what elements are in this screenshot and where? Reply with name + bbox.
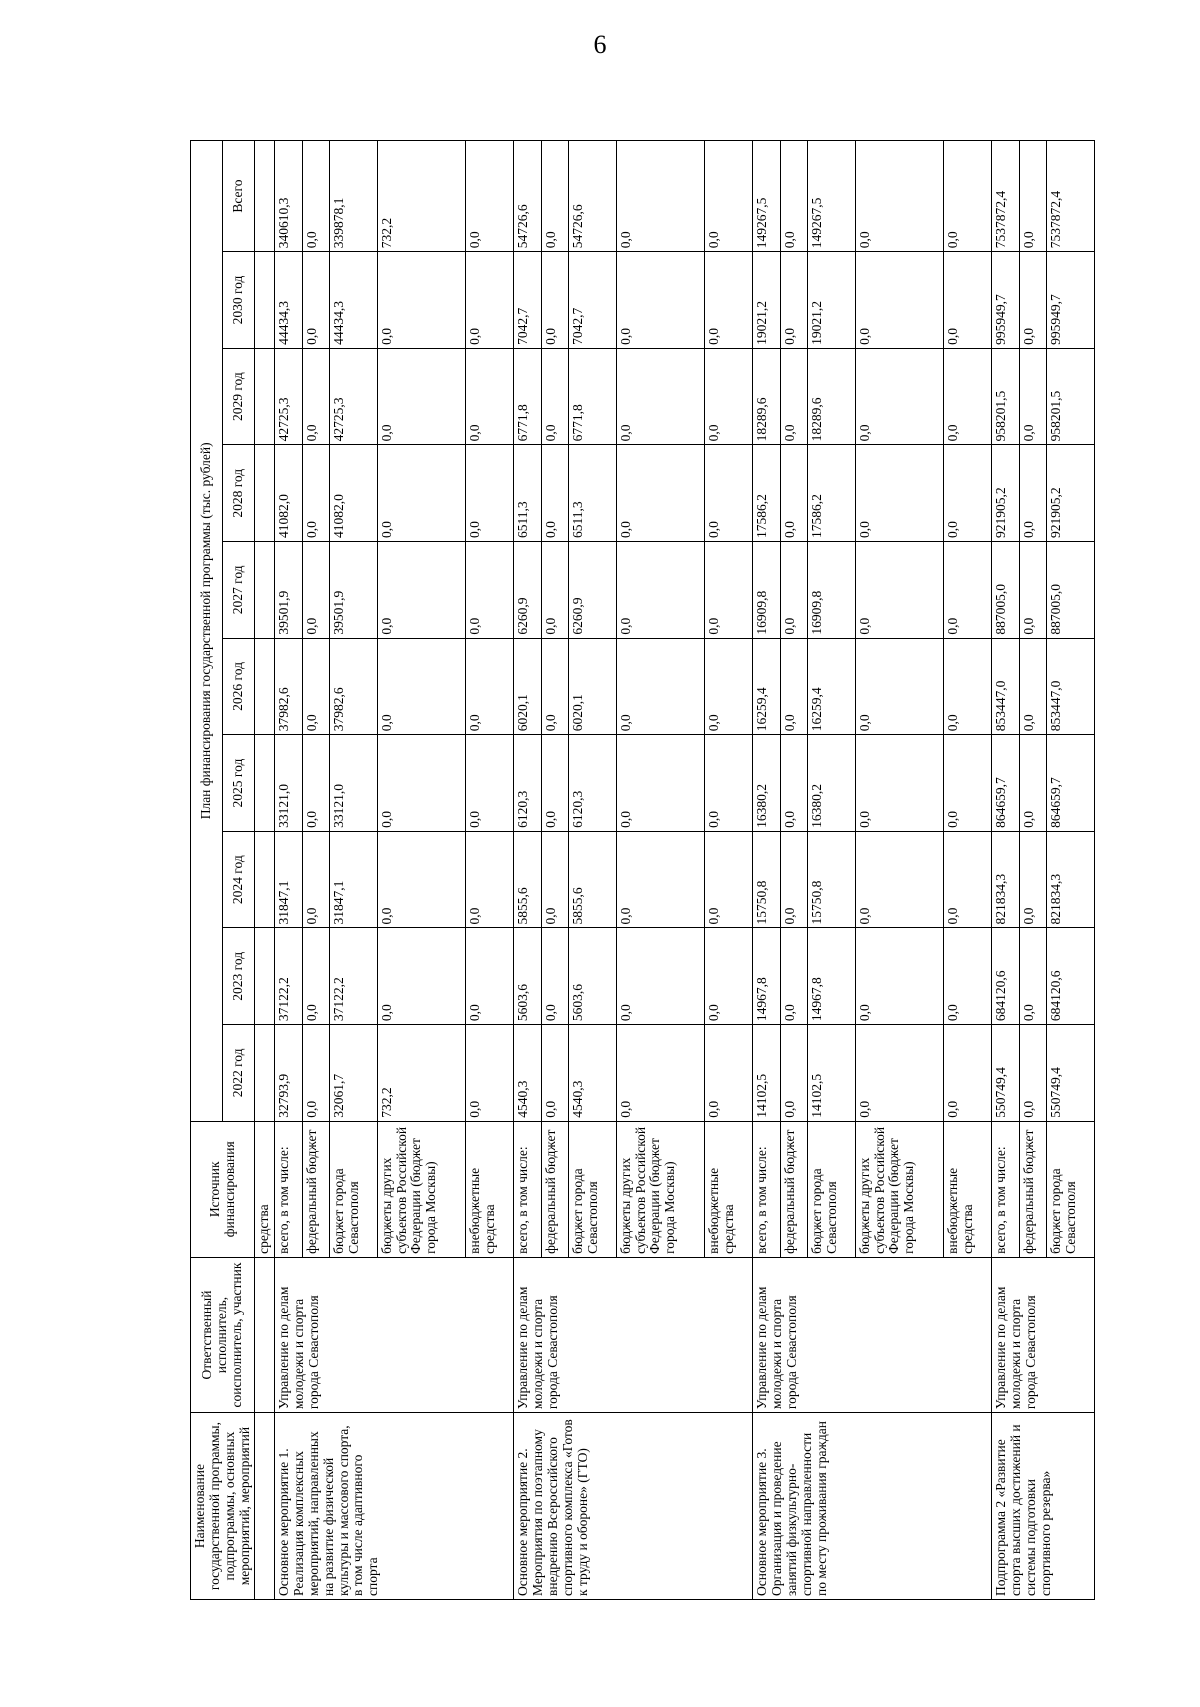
- executor-cell: Управление по делам молодежи и спорта города Севастополя: [275, 1257, 514, 1412]
- value-cell: 340610,3: [275, 141, 302, 252]
- value-cell: 0,0: [705, 252, 753, 349]
- value-cell: 0,0: [1019, 638, 1046, 735]
- value-cell: 0,0: [466, 348, 514, 445]
- value-cell: 0,0: [944, 638, 992, 735]
- source-cell: бюджет города Севастополя: [1046, 1121, 1094, 1257]
- value-cell: 33121,0: [275, 735, 302, 832]
- source-cell: федеральный бюджет: [780, 1121, 807, 1257]
- program-name-cell: Основное мероприятие 3. Организация и проведение занятий физкультурно-спортивной направленности по месту проживания граждан: [753, 1413, 992, 1600]
- value-cell: 0,0: [944, 735, 992, 832]
- value-cell: 18289,6: [807, 348, 855, 445]
- page-number: 6: [593, 30, 607, 59]
- value-cell: 0,0: [377, 735, 466, 832]
- value-cell: 0,0: [944, 1025, 992, 1122]
- value-cell: 0,0: [466, 1025, 514, 1122]
- value-cell: 39501,9: [275, 542, 302, 639]
- value-cell: 6771,8: [568, 348, 616, 445]
- source-cell: всего, в том числе:: [514, 1121, 541, 1257]
- value-cell: 958201,5: [992, 348, 1019, 445]
- table-row: [275, 141, 302, 1600]
- value-cell: 0,0: [1019, 348, 1046, 445]
- value-cell: 0,0: [377, 445, 466, 542]
- value-cell: 32061,7: [329, 1025, 377, 1122]
- value-cell: 0,0: [466, 252, 514, 349]
- value-cell: 0,0: [377, 638, 466, 735]
- value-cell: 0,0: [1019, 735, 1046, 832]
- value-cell: 0,0: [541, 638, 568, 735]
- value-cell: 821834,3: [992, 831, 1019, 928]
- value-cell: 0,0: [705, 1025, 753, 1122]
- value-cell: 0,0: [780, 735, 807, 832]
- value-cell: 14102,5: [807, 1025, 855, 1122]
- value-cell: 0,0: [466, 928, 514, 1025]
- value-cell: 0,0: [616, 252, 705, 349]
- value-cell: 5855,6: [514, 831, 541, 928]
- value-cell: 684120,6: [992, 928, 1019, 1025]
- value-cell: 0,0: [944, 928, 992, 1025]
- value-cell: 0,0: [541, 141, 568, 252]
- value-cell: 0,0: [855, 735, 944, 832]
- value-cell: 0,0: [302, 348, 329, 445]
- value-cell: 0,0: [302, 542, 329, 639]
- value-cell: 921905,2: [1046, 445, 1094, 542]
- value-cell: 0,0: [377, 831, 466, 928]
- value-cell: 4540,3: [514, 1025, 541, 1122]
- value-cell: 0,0: [466, 141, 514, 252]
- value-cell: 0,0: [616, 735, 705, 832]
- value-cell: 0,0: [780, 542, 807, 639]
- value-cell: 7042,7: [514, 252, 541, 349]
- value-cell: 0,0: [377, 928, 466, 1025]
- header-year: 2029 год: [223, 348, 255, 445]
- header-year: 2024 год: [223, 831, 255, 928]
- header-year: 2023 год: [223, 928, 255, 1025]
- source-cell: всего, в том числе:: [992, 1121, 1019, 1257]
- header-year: Всего: [223, 141, 255, 252]
- value-cell: 0,0: [616, 542, 705, 639]
- value-cell: 33121,0: [329, 735, 377, 832]
- value-cell: 0,0: [302, 445, 329, 542]
- value-cell: 19021,2: [807, 252, 855, 349]
- value-cell: 0,0: [855, 928, 944, 1025]
- value-cell: 0,0: [466, 638, 514, 735]
- value-cell: 16909,8: [807, 542, 855, 639]
- value-cell: 0,0: [302, 928, 329, 1025]
- value-cell: 0,0: [1019, 252, 1046, 349]
- value-cell: 16259,4: [807, 638, 855, 735]
- value-cell: 0,0: [1019, 542, 1046, 639]
- value-cell: 684120,6: [1046, 928, 1094, 1025]
- value-cell: 0,0: [616, 831, 705, 928]
- value-cell: 853447,0: [1046, 638, 1094, 735]
- value-cell: 15750,8: [807, 831, 855, 928]
- source-cell: федеральный бюджет: [302, 1121, 329, 1257]
- executor-cell: Управление по делам молодежи и спорта города Севастополя: [514, 1257, 753, 1412]
- value-cell: 7537872,4: [992, 141, 1019, 252]
- value-cell: 0,0: [616, 638, 705, 735]
- value-cell: 0,0: [855, 638, 944, 735]
- value-cell: 149267,5: [807, 141, 855, 252]
- value-cell: 44434,3: [275, 252, 302, 349]
- value-cell: 0,0: [302, 1025, 329, 1122]
- value-cell: 0,0: [855, 542, 944, 639]
- header-plan: План финансирования государственной программы (тыс. рублей): [191, 141, 223, 1122]
- value-cell: 54726,6: [568, 141, 616, 252]
- value-cell: 0,0: [616, 928, 705, 1025]
- value-cell: 14967,8: [807, 928, 855, 1025]
- value-cell: 0,0: [377, 542, 466, 639]
- value-cell: 0,0: [855, 445, 944, 542]
- header-source: Источник финансирования: [191, 1121, 255, 1257]
- value-cell: 6020,1: [514, 638, 541, 735]
- source-cell: федеральный бюджет: [1019, 1121, 1046, 1257]
- value-cell: 0,0: [302, 735, 329, 832]
- value-cell: 550749,4: [1046, 1025, 1094, 1122]
- financing-table: [190, 140, 1095, 1600]
- value-cell: 887005,0: [1046, 542, 1094, 639]
- program-name-cell: Подпрограмма 2 «Развитие спорта высших достижений и системы подготовки спортивного резерва»: [992, 1413, 1095, 1600]
- value-cell: 0,0: [616, 348, 705, 445]
- value-cell: 32793,9: [275, 1025, 302, 1122]
- value-cell: 5855,6: [568, 831, 616, 928]
- source-cell: бюджет города Севастополя: [807, 1121, 855, 1257]
- value-cell: 37982,6: [275, 638, 302, 735]
- value-cell: 16380,2: [807, 735, 855, 832]
- source-cell: бюджеты других субъектов Российской Федерации (бюджет города Москвы): [855, 1121, 944, 1257]
- value-cell: 0,0: [780, 831, 807, 928]
- value-cell: 17586,2: [753, 445, 780, 542]
- value-cell: 0,0: [944, 252, 992, 349]
- value-cell: 16380,2: [753, 735, 780, 832]
- value-cell: 0,0: [705, 638, 753, 735]
- value-cell: 0,0: [855, 141, 944, 252]
- value-cell: 887005,0: [992, 542, 1019, 639]
- source-cell: всего, в том числе:: [753, 1121, 780, 1257]
- value-cell: 6120,3: [514, 735, 541, 832]
- value-cell: 37982,6: [329, 638, 377, 735]
- source-cell: внебюджетные средства: [705, 1121, 753, 1257]
- value-cell: 0,0: [705, 542, 753, 639]
- value-cell: 0,0: [302, 638, 329, 735]
- value-cell: 42725,3: [329, 348, 377, 445]
- value-cell: 0,0: [616, 445, 705, 542]
- value-cell: 0,0: [377, 252, 466, 349]
- header-executor: Ответственный исполнитель, соисполнитель, участник: [191, 1257, 255, 1412]
- value-cell: 0,0: [1019, 1025, 1046, 1122]
- value-cell: 42725,3: [275, 348, 302, 445]
- value-cell: 0,0: [466, 735, 514, 832]
- value-cell: 0,0: [541, 735, 568, 832]
- value-cell: 0,0: [780, 638, 807, 735]
- source-cell: внебюджетные средства: [466, 1121, 514, 1257]
- value-cell: 16909,8: [753, 542, 780, 639]
- value-cell: 41082,0: [275, 445, 302, 542]
- executor-cell: Управление по делам молодежи и спорта города Севастополя: [992, 1257, 1095, 1412]
- value-cell: 0,0: [705, 348, 753, 445]
- value-cell: 0,0: [944, 445, 992, 542]
- program-name-cell: Основное мероприятие 2. Мероприятия по поэтапному внедрению Всероссийского спортивного комплекса «Готов к труду и обороне» (ГТО): [514, 1413, 753, 1600]
- value-cell: 44434,3: [329, 252, 377, 349]
- value-cell: 6020,1: [568, 638, 616, 735]
- source-cell: бюджет города Севастополя: [568, 1121, 616, 1257]
- value-cell: 7537872,4: [1046, 141, 1094, 252]
- value-cell: 921905,2: [992, 445, 1019, 542]
- value-cell: 0,0: [616, 141, 705, 252]
- value-cell: 0,0: [944, 348, 992, 445]
- header-year: 2022 год: [223, 1025, 255, 1122]
- table-row: [753, 141, 780, 1600]
- source-cell: бюджет города Севастополя: [329, 1121, 377, 1257]
- value-cell: 0,0: [705, 141, 753, 252]
- value-cell: 37122,2: [329, 928, 377, 1025]
- header-year: 2030 год: [223, 252, 255, 349]
- value-cell: 0,0: [466, 831, 514, 928]
- value-cell: 0,0: [466, 542, 514, 639]
- value-cell: 15750,8: [753, 831, 780, 928]
- executor-cell: Управление по делам молодежи и спорта города Севастополя: [753, 1257, 992, 1412]
- value-cell: 0,0: [944, 542, 992, 639]
- source-cell: внебюджетные средства: [944, 1121, 992, 1257]
- value-cell: 18289,6: [753, 348, 780, 445]
- value-cell: 39501,9: [329, 542, 377, 639]
- value-cell: 6260,9: [568, 542, 616, 639]
- value-cell: 14967,8: [753, 928, 780, 1025]
- value-cell: 0,0: [541, 348, 568, 445]
- value-cell: 0,0: [855, 252, 944, 349]
- value-cell: 821834,3: [1046, 831, 1094, 928]
- value-cell: 0,0: [1019, 141, 1046, 252]
- value-cell: 31847,1: [329, 831, 377, 928]
- value-cell: 0,0: [855, 1025, 944, 1122]
- header-year: 2028 год: [223, 445, 255, 542]
- value-cell: 339878,1: [329, 141, 377, 252]
- value-cell: 0,0: [780, 348, 807, 445]
- value-cell: 550749,4: [992, 1025, 1019, 1122]
- value-cell: 0,0: [302, 831, 329, 928]
- source-cell: бюджеты других субъектов Российской Федерации (бюджет города Москвы): [616, 1121, 705, 1257]
- header-year: 2025 год: [223, 735, 255, 832]
- value-cell: 864659,7: [1046, 735, 1094, 832]
- value-cell: 0,0: [705, 928, 753, 1025]
- value-cell: 0,0: [705, 831, 753, 928]
- value-cell: 6511,3: [568, 445, 616, 542]
- value-cell: 0,0: [302, 141, 329, 252]
- value-cell: 995949,7: [992, 252, 1019, 349]
- value-cell: 0,0: [541, 831, 568, 928]
- value-cell: 16259,4: [753, 638, 780, 735]
- value-cell: 0,0: [780, 141, 807, 252]
- value-cell: 732,2: [377, 1025, 466, 1122]
- header-name: Наименование государственной программы, подпрограммы, основных мероприятий, мероприятий: [191, 1413, 255, 1600]
- value-cell: 0,0: [616, 1025, 705, 1122]
- value-cell: 7042,7: [568, 252, 616, 349]
- value-cell: 0,0: [855, 831, 944, 928]
- value-cell: 0,0: [705, 735, 753, 832]
- value-cell: 0,0: [541, 252, 568, 349]
- header-year: 2027 год: [223, 542, 255, 639]
- value-cell: 19021,2: [753, 252, 780, 349]
- value-cell: 732,2: [377, 141, 466, 252]
- source-cell: всего, в том числе:: [275, 1121, 302, 1257]
- value-cell: 853447,0: [992, 638, 1019, 735]
- value-cell: 0,0: [780, 928, 807, 1025]
- rotated-table-wrapper: [190, 140, 1078, 1600]
- table-row: [514, 141, 541, 1600]
- value-cell: 41082,0: [329, 445, 377, 542]
- value-cell: 6511,3: [514, 445, 541, 542]
- value-cell: 0,0: [855, 348, 944, 445]
- source-cell: средства: [255, 1121, 275, 1257]
- value-cell: 0,0: [705, 445, 753, 542]
- value-cell: 0,0: [944, 831, 992, 928]
- header-year: 2026 год: [223, 638, 255, 735]
- value-cell: 6260,9: [514, 542, 541, 639]
- value-cell: 14102,5: [753, 1025, 780, 1122]
- source-cell: федеральный бюджет: [541, 1121, 568, 1257]
- value-cell: 4540,3: [568, 1025, 616, 1122]
- value-cell: 0,0: [1019, 831, 1046, 928]
- value-cell: 0,0: [1019, 928, 1046, 1025]
- value-cell: 17586,2: [807, 445, 855, 542]
- value-cell: 0,0: [466, 445, 514, 542]
- source-cell: бюджеты других субъектов Российской Федерации (бюджет города Москвы): [377, 1121, 466, 1257]
- value-cell: 31847,1: [275, 831, 302, 928]
- value-cell: 995949,7: [1046, 252, 1094, 349]
- value-cell: 0,0: [1019, 445, 1046, 542]
- value-cell: 149267,5: [753, 141, 780, 252]
- value-cell: 5603,6: [568, 928, 616, 1025]
- value-cell: 54726,6: [514, 141, 541, 252]
- program-name-cell: Основное мероприятие 1. Реализация комплексных мероприятий, направленных на развитие физической культуры и массового спорта, в том числе адаптивного спорта: [275, 1413, 514, 1600]
- value-cell: 0,0: [302, 252, 329, 349]
- table-row: [992, 141, 1019, 1600]
- value-cell: 5603,6: [514, 928, 541, 1025]
- value-cell: 0,0: [377, 348, 466, 445]
- value-cell: 0,0: [541, 928, 568, 1025]
- value-cell: 0,0: [780, 445, 807, 542]
- value-cell: 0,0: [541, 445, 568, 542]
- value-cell: 0,0: [944, 141, 992, 252]
- value-cell: 864659,7: [992, 735, 1019, 832]
- value-cell: 37122,2: [275, 928, 302, 1025]
- value-cell: 0,0: [780, 1025, 807, 1122]
- value-cell: 958201,5: [1046, 348, 1094, 445]
- value-cell: 0,0: [541, 542, 568, 639]
- value-cell: 0,0: [780, 252, 807, 349]
- value-cell: 6771,8: [514, 348, 541, 445]
- value-cell: 0,0: [541, 1025, 568, 1122]
- value-cell: 6120,3: [568, 735, 616, 832]
